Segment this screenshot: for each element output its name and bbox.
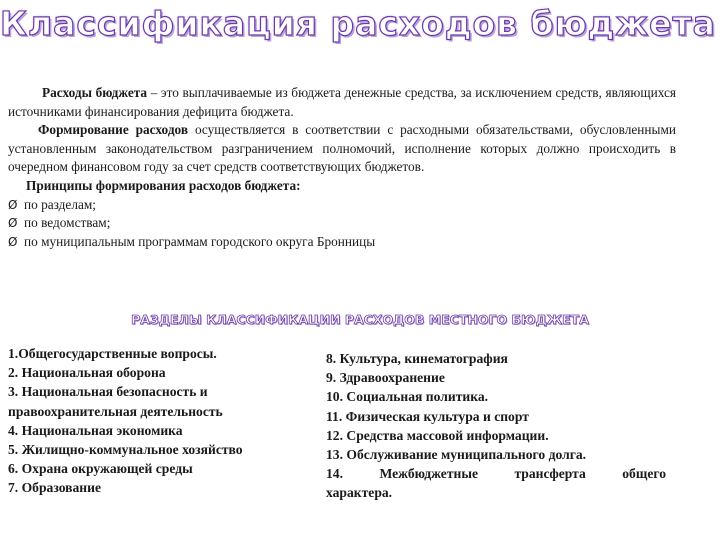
formation-term: Формирование расходов (38, 122, 189, 138)
bullet-text: по ведомствам; (24, 215, 111, 231)
arrow-bullet-icon: Ø (8, 197, 18, 212)
bullet-text: по разделам; (24, 196, 96, 212)
principles-heading: Принципы формирования расходов бюджета: (26, 177, 301, 193)
definition-paragraph (8, 84, 676, 121)
list-item (8, 196, 676, 215)
section-item: 11. Физическая культура и спорт (326, 408, 529, 424)
section-item: 12. Средства массовой информации. (326, 427, 549, 443)
formation-text: осуществляется в соответствии с расходными обязательствами, обусловленными установленным законодательством разграничением полномочий, исполнение которых должно происходить в очередном финансовом году за счет средств соответствующих бюджетов. (8, 122, 676, 175)
sections-left-column (8, 344, 280, 498)
arrow-bullet-icon: Ø (8, 234, 18, 249)
section-item: 6. Охрана окружающей среды (8, 461, 193, 477)
list-item (8, 233, 676, 252)
section-item: характера. (326, 485, 393, 501)
definition-text: – это выплачиваемые из бюджета денежные средства, за исключением средств, являющихся источниками финансирования дефицита бюджета. (8, 85, 676, 119)
section-title: РАЗДЕЛЫ КЛАССИФИКАЦИИ РАСХОДОВ МЕСТНОГО БЮДЖЕТА (131, 312, 589, 327)
list-item (8, 214, 676, 233)
bullet-text: по муниципальным программам городского округа Бронницы (24, 233, 376, 249)
page-title: Классификация расходов бюджета (0, 4, 716, 43)
arrow-bullet-icon: Ø (8, 216, 18, 231)
section-item: 2. Национальная оборона (8, 365, 166, 381)
section-item: 4. Национальная экономика (8, 422, 183, 438)
definition-term: Расходы бюджета (42, 85, 148, 100)
section-item: 5. Жилищно-коммунальное хозяйство (8, 442, 243, 458)
section-item: 10. Социальная политика. (326, 389, 489, 405)
section-item: 7. Образование (8, 480, 101, 496)
formation-paragraph (8, 121, 676, 177)
section-item: 14. Межбюджетные трансферта общего (326, 466, 666, 482)
sections-right-column (326, 349, 666, 503)
section-item: 8. Культура, кинематография (326, 351, 508, 366)
body-text (8, 84, 676, 251)
section-item: 9. Здравоохранение (326, 370, 445, 386)
section-item: 1.Общегосударственные вопросы. (8, 346, 217, 361)
section-item: 3. Национальная безопасность и правоохранительная деятельность (8, 384, 223, 419)
section-item: 13. Обслуживание муниципального долга. (326, 447, 587, 463)
